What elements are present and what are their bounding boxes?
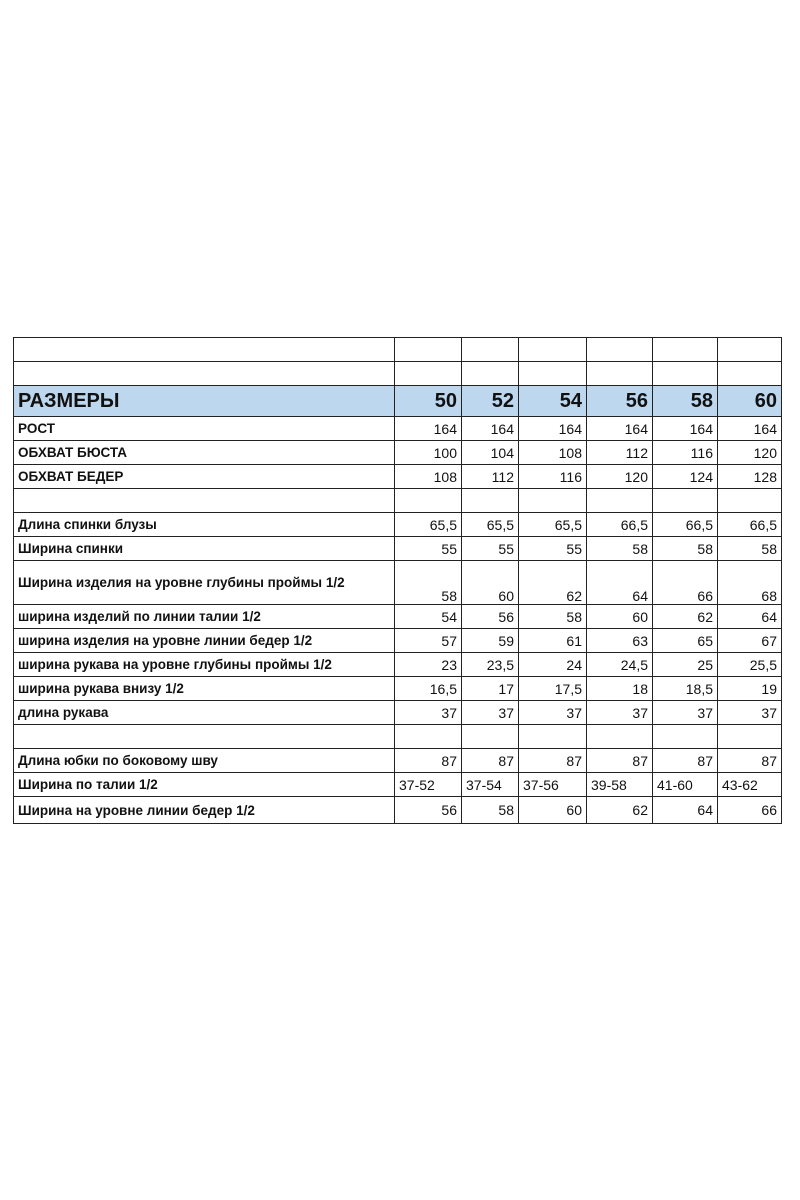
row-label: ширина рукава внизу 1/2 (14, 677, 395, 701)
cell: 24 (519, 653, 587, 677)
cell: 120 (718, 441, 782, 465)
cell: 37 (718, 701, 782, 725)
cell: 23,5 (462, 653, 519, 677)
cell: 37 (462, 701, 519, 725)
cell: 100 (395, 441, 462, 465)
cell: 64 (718, 605, 782, 629)
cell: 58 (519, 605, 587, 629)
cell: 58 (395, 561, 462, 605)
table-row (14, 629, 782, 653)
row-label: Длина юбки по боковому шву (14, 749, 395, 773)
empty-row (14, 725, 782, 749)
row-label: ширина изделий по линии талии 1/2 (14, 605, 395, 629)
size-52: 52 (462, 386, 519, 417)
cell: 64 (653, 797, 718, 824)
size-chart-table (13, 337, 782, 824)
table-row (14, 701, 782, 725)
cell: 65 (653, 629, 718, 653)
cell: 55 (462, 537, 519, 561)
table-row (14, 749, 782, 773)
cell: 60 (462, 561, 519, 605)
cell: 25 (653, 653, 718, 677)
cell: 164 (653, 417, 718, 441)
table-row (14, 441, 782, 465)
cell: 62 (519, 561, 587, 605)
cell: 17 (462, 677, 519, 701)
cell: 66,5 (587, 513, 653, 537)
cell: 87 (462, 749, 519, 773)
cell: 164 (462, 417, 519, 441)
cell: 65,5 (395, 513, 462, 537)
cell: 66,5 (718, 513, 782, 537)
cell: 68 (718, 561, 782, 605)
table-row (14, 537, 782, 561)
empty-row (14, 362, 782, 386)
cell: 41-60 (653, 773, 718, 797)
cell: 37-54 (462, 773, 519, 797)
table-row (14, 417, 782, 441)
cell: 108 (395, 465, 462, 489)
cell: 87 (718, 749, 782, 773)
cell: 37-56 (519, 773, 587, 797)
cell: 55 (395, 537, 462, 561)
cell: 104 (462, 441, 519, 465)
cell: 67 (718, 629, 782, 653)
table-row (14, 513, 782, 537)
cell: 55 (519, 537, 587, 561)
cell: 164 (718, 417, 782, 441)
cell: 37-52 (395, 773, 462, 797)
empty-row (14, 338, 782, 362)
row-label: Длина спинки блузы (14, 513, 395, 537)
table-row (14, 653, 782, 677)
cell: 108 (519, 441, 587, 465)
cell: 18 (587, 677, 653, 701)
size-58: 58 (653, 386, 718, 417)
cell: 164 (395, 417, 462, 441)
cell: 87 (519, 749, 587, 773)
row-label: ОБХВАТ БЮСТА (14, 441, 395, 465)
cell: 66 (718, 797, 782, 824)
cell: 58 (653, 537, 718, 561)
cell: 39-58 (587, 773, 653, 797)
size-56: 56 (587, 386, 653, 417)
cell: 112 (462, 465, 519, 489)
cell: 164 (519, 417, 587, 441)
cell: 54 (395, 605, 462, 629)
cell: 25,5 (718, 653, 782, 677)
cell: 56 (395, 797, 462, 824)
cell: 19 (718, 677, 782, 701)
header-row (14, 386, 782, 417)
cell: 37 (519, 701, 587, 725)
size-50: 50 (395, 386, 462, 417)
cell: 37 (587, 701, 653, 725)
cell: 65,5 (462, 513, 519, 537)
cell: 64 (587, 561, 653, 605)
cell: 87 (587, 749, 653, 773)
cell: 60 (519, 797, 587, 824)
table-row (14, 561, 782, 605)
cell: 18,5 (653, 677, 718, 701)
row-label: Ширина изделия на уровне глубины проймы 1/2 (14, 561, 395, 605)
cell: 62 (587, 797, 653, 824)
cell: 164 (587, 417, 653, 441)
table-row (14, 677, 782, 701)
cell: 63 (587, 629, 653, 653)
row-label: длина рукава (14, 701, 395, 725)
cell: 59 (462, 629, 519, 653)
cell: 66,5 (653, 513, 718, 537)
cell: 120 (587, 465, 653, 489)
table-row (14, 773, 782, 797)
size-60: 60 (718, 386, 782, 417)
row-label: ширина изделия на уровне линии бедер 1/2 (14, 629, 395, 653)
cell: 87 (395, 749, 462, 773)
table-row (14, 465, 782, 489)
cell: 116 (519, 465, 587, 489)
cell: 17,5 (519, 677, 587, 701)
cell: 128 (718, 465, 782, 489)
table-row (14, 605, 782, 629)
row-label: ОБХВАТ БЕДЕР (14, 465, 395, 489)
empty-row (14, 489, 782, 513)
cell: 87 (653, 749, 718, 773)
row-label: Ширина спинки (14, 537, 395, 561)
cell: 37 (395, 701, 462, 725)
cell: 66 (653, 561, 718, 605)
row-label: Ширина по талии 1/2 (14, 773, 395, 797)
cell: 62 (653, 605, 718, 629)
cell: 112 (587, 441, 653, 465)
cell: 56 (462, 605, 519, 629)
size-54: 54 (519, 386, 587, 417)
cell: 58 (718, 537, 782, 561)
cell: 43-62 (718, 773, 782, 797)
cell: 24,5 (587, 653, 653, 677)
cell: 23 (395, 653, 462, 677)
cell: 124 (653, 465, 718, 489)
cell: 61 (519, 629, 587, 653)
row-label: ширина рукава на уровне глубины проймы 1/2 (14, 653, 395, 677)
cell: 57 (395, 629, 462, 653)
row-label: Ширина на уровне линии бедер 1/2 (14, 797, 395, 824)
cell: 58 (462, 797, 519, 824)
cell: 58 (587, 537, 653, 561)
row-label: РОСТ (14, 417, 395, 441)
header-label: РАЗМЕРЫ (14, 386, 395, 417)
cell: 116 (653, 441, 718, 465)
cell: 37 (653, 701, 718, 725)
cell: 16,5 (395, 677, 462, 701)
table-row (14, 797, 782, 824)
cell: 65,5 (519, 513, 587, 537)
cell: 60 (587, 605, 653, 629)
